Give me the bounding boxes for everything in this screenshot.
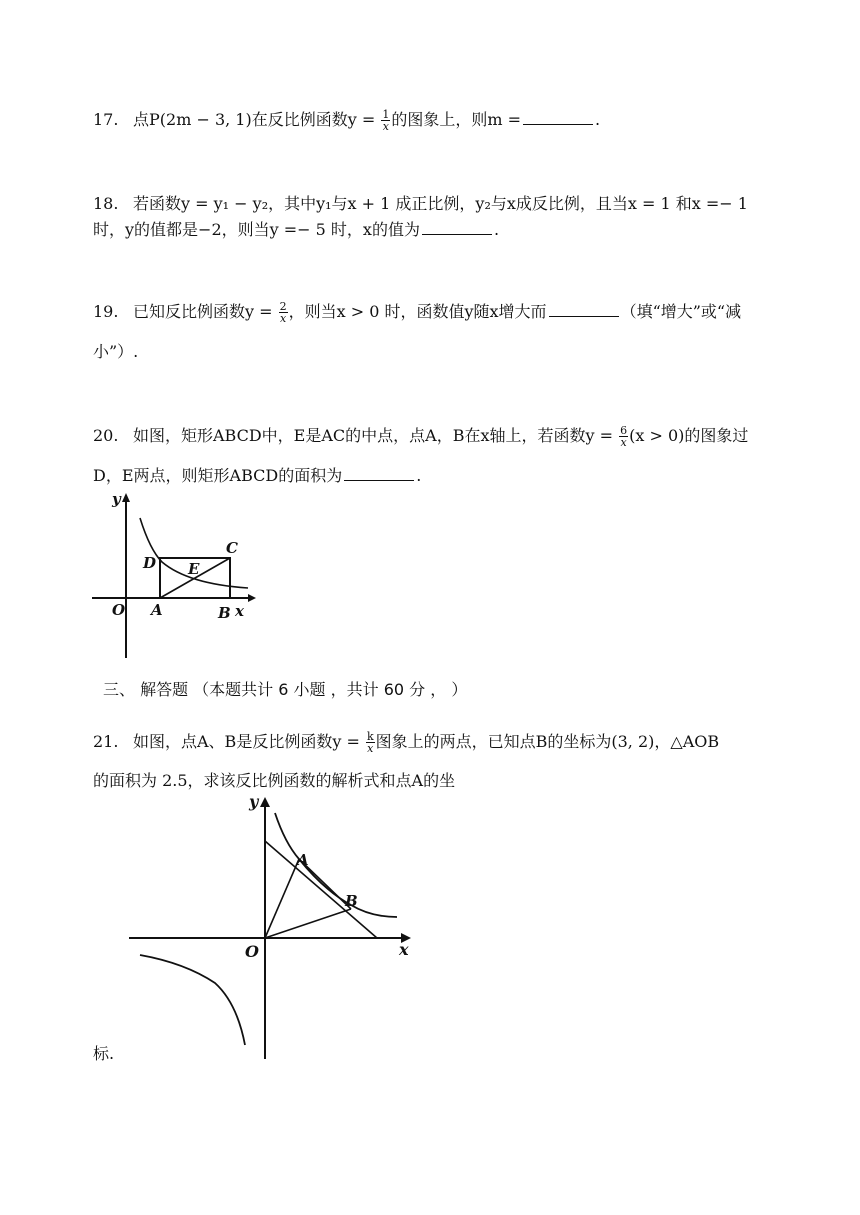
label-o: O — [245, 942, 259, 961]
y-axis-arrow — [122, 493, 130, 502]
question-text: D，E两点，则矩形ABCD的面积为 — [93, 466, 343, 485]
question-20-line-1 — [93, 424, 748, 448]
question-text: 小”）. — [93, 342, 139, 361]
question-text-tail: (x > 0)的图象过 — [629, 426, 749, 445]
question-text: 如图，矩形ABCD中，E是AC的中点，点A，B在x轴上，若函数y = — [133, 426, 619, 445]
x-axis-arrow — [248, 594, 256, 602]
fraction — [366, 731, 375, 754]
fraction-denominator: x — [620, 436, 627, 449]
question-21-line-3 — [93, 1042, 114, 1066]
question-number: 18. — [93, 194, 119, 213]
question-text: 若函数y = y₁ − y₂，其中y₁与x + 1 成正比例，y₂与x成反比例，且当x = 1 和x =− 1 — [133, 194, 748, 213]
question-text-mid: ，则当x > 0 时，函数值y随x增大而 — [288, 302, 547, 321]
label-o: O — [112, 601, 126, 619]
line-through-ab — [265, 841, 377, 938]
y-axis-arrow — [260, 797, 270, 807]
question-number: 17. — [93, 110, 119, 129]
section-heading: 三、 解答题 （本题共计 6 小题 ，共计 60 分 ， ） — [103, 680, 468, 699]
question-text-tail: 的图象上，则m = — [391, 110, 522, 129]
question-17 — [93, 108, 600, 132]
question-number: 19. — [93, 302, 119, 321]
fraction-numerator: 2 — [279, 300, 287, 313]
question-20-line-2 — [93, 464, 421, 488]
label-y: y — [112, 490, 121, 508]
fraction-denominator: x — [382, 120, 389, 133]
question-text: 已知反比例函数y = — [133, 302, 278, 321]
fraction-numerator: k — [366, 730, 374, 743]
label-a: A — [151, 601, 163, 619]
question-21-line-2 — [93, 769, 455, 793]
answer-blank[interactable] — [344, 464, 414, 481]
fraction — [381, 109, 390, 132]
label-b: B — [218, 604, 231, 622]
figure-triangle-hyperbola — [125, 793, 425, 1063]
fraction — [279, 301, 288, 324]
question-number: 21. — [93, 732, 119, 751]
label-y: y — [249, 793, 259, 811]
label-c: C — [226, 539, 238, 557]
question-text: 如图，点A、B是反比例函数y = — [133, 732, 365, 751]
fraction-numerator: 6 — [620, 424, 628, 437]
question-end: . — [493, 220, 500, 239]
figure-rectangle-hyperbola — [88, 488, 258, 663]
question-text: 的面积为 2.5，求该反比例函数的解析式和点A的坐 — [93, 771, 456, 790]
label-x: x — [235, 602, 244, 620]
answer-blank[interactable] — [523, 108, 593, 125]
segment-oa — [265, 859, 299, 938]
question-text: 时，y的值都是−2，则当y =− 5 时，x的值为 — [93, 220, 420, 239]
question-21-line-1 — [93, 730, 719, 754]
answer-blank[interactable] — [549, 300, 619, 317]
segment-ob — [265, 909, 351, 938]
answer-blank[interactable] — [422, 218, 492, 235]
question-number: 20. — [93, 426, 119, 445]
question-text: 点P(2m − 3, 1)在反比例函数y = — [133, 110, 381, 129]
question-19-line-1 — [93, 300, 741, 324]
label-e: E — [188, 560, 200, 578]
question-18-line-1 — [93, 192, 748, 216]
fraction-numerator: 1 — [382, 108, 390, 121]
question-text-tail: 图象上的两点，已知点B的坐标为(3, 2)，△AOB — [375, 732, 720, 751]
label-a: A — [297, 851, 309, 869]
question-text-tail: （填“增大”或“减 — [620, 302, 742, 321]
fraction — [619, 425, 628, 448]
label-d: D — [143, 554, 157, 572]
question-text: 标. — [93, 1044, 115, 1063]
label-x: x — [399, 940, 409, 959]
hyperbola-branch-2 — [140, 955, 245, 1045]
question-18-line-2 — [93, 218, 499, 242]
question-end: . — [595, 110, 601, 129]
label-b: B — [345, 892, 358, 910]
question-end: . — [416, 466, 422, 485]
question-19-line-2 — [93, 340, 138, 364]
fraction-denominator: x — [280, 312, 287, 325]
fraction-denominator: x — [367, 742, 374, 755]
